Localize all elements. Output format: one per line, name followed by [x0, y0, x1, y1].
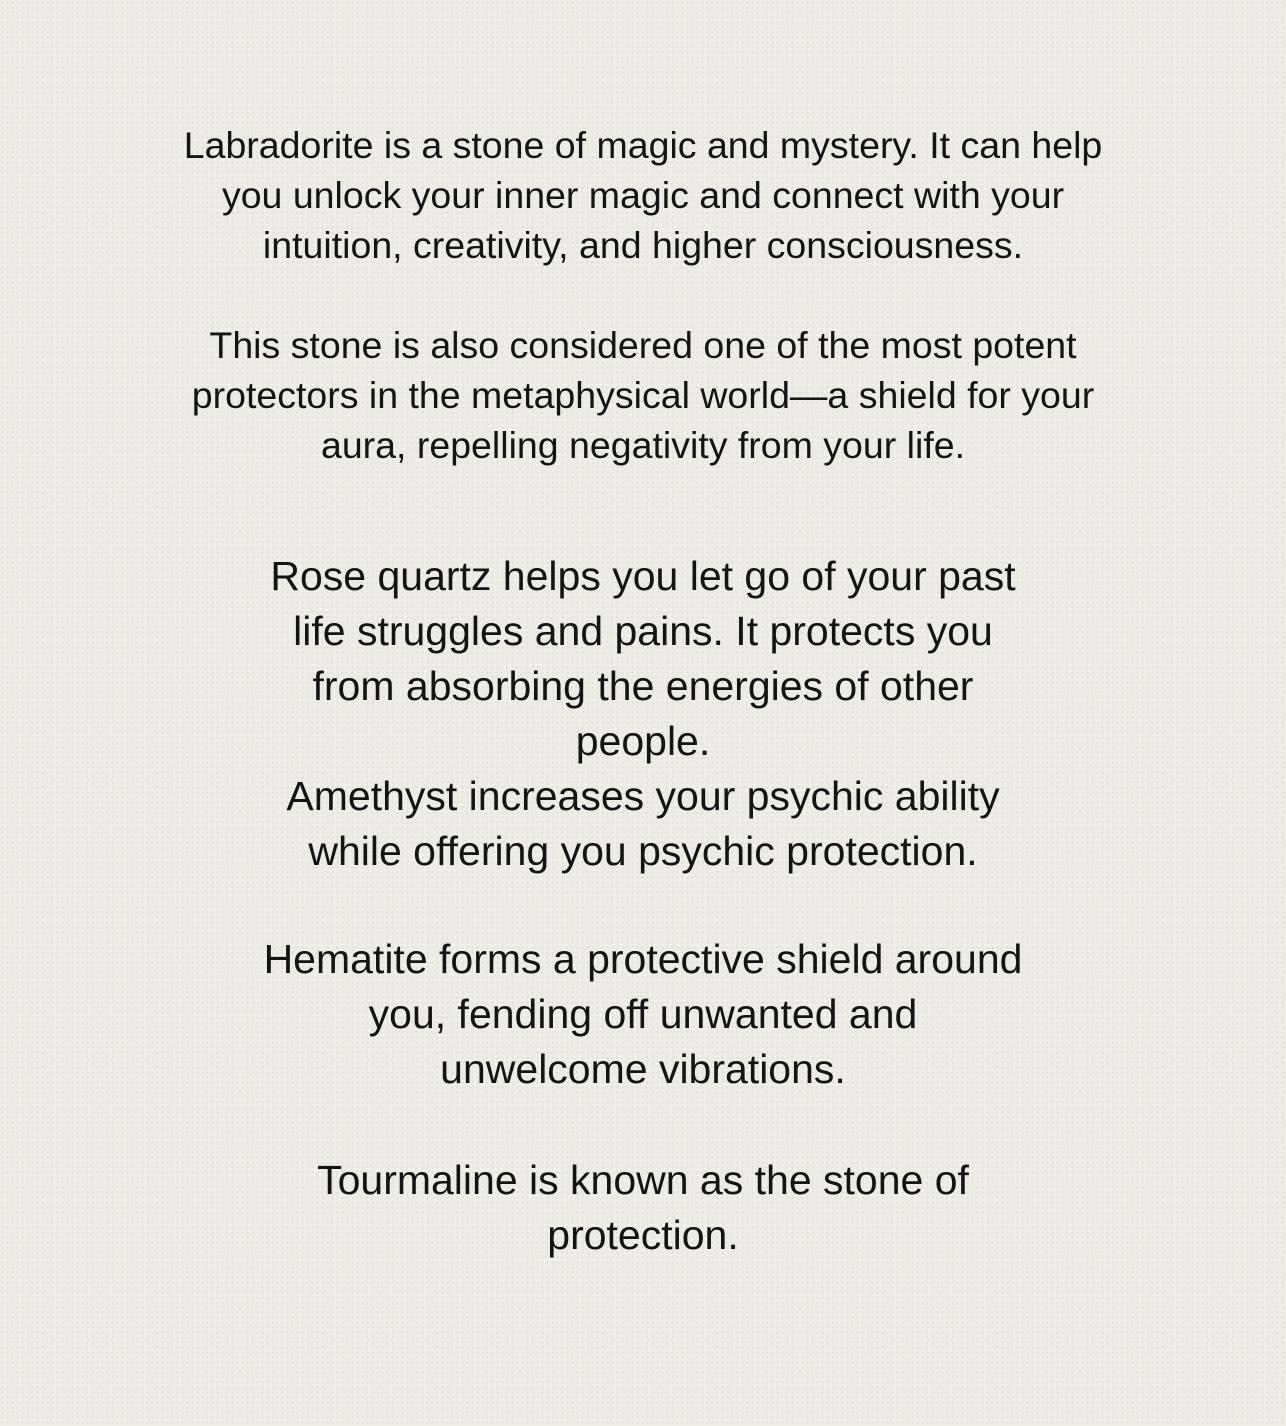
- labradorite-paragraph: Labradorite is a stone of magic and mystery. It can help you unlock your inner magic and connect with your intuition, creativity, and higher consciousness.: [183, 124, 1103, 266]
- tourmaline-paragraph: Tourmaline is known as the stone of protection.: [317, 1157, 969, 1258]
- rose-quartz-paragraph: Rose quartz helps you let go of your past life struggles and pains. It protects you from absorbing the energies of other people.: [270, 553, 1016, 764]
- protector-paragraph: This stone is also considered one of the most potent protectors in the metaphysical world—a shield for your aura, repelling negativity from your life.: [191, 324, 1095, 466]
- amethyst-paragraph: Amethyst increases your psychic ability while offering you psychic protection.: [286, 773, 1000, 874]
- hematite-paragraph: Hematite forms a protective shield around you, fending off unwanted and unwelcome vibrations.: [263, 936, 1023, 1092]
